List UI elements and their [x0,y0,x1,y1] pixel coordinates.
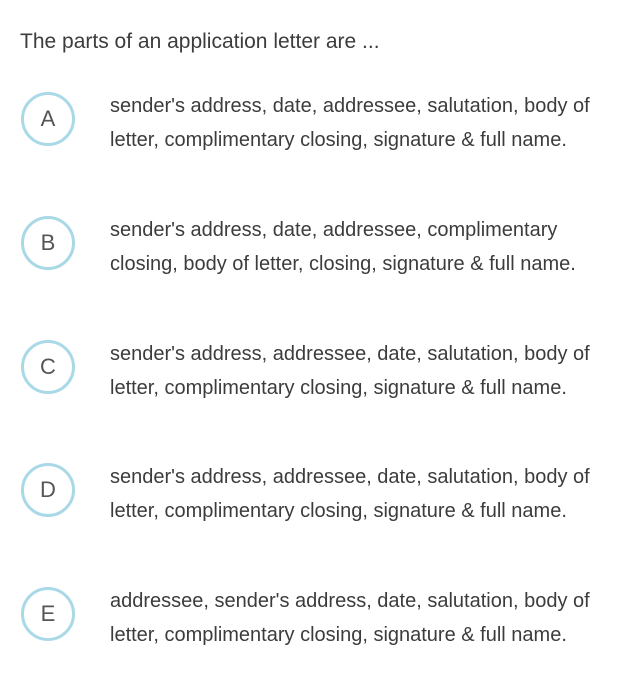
option-d-text[interactable]: sender's address, addressee, date, salutation, body of letter, complimentary closing, signature & full name. [110,466,590,522]
option-b-letter-bubble[interactable]: B [21,216,75,270]
option-d-letter-bubble[interactable]: D [21,463,75,517]
option-a-letter-bubble[interactable]: A [21,92,75,146]
option-e-letter-bubble[interactable]: E [21,587,75,641]
option-b-text[interactable]: sender's address, date, addressee, complimentary closing, body of letter, closing, signature & full name. [110,219,576,275]
option-c-text[interactable]: sender's address, addressee, date, salutation, body of letter, complimentary closing, signature & full name. [110,343,590,399]
option-a-text[interactable]: sender's address, date, addressee, salutation, body of letter, complimentary closing, signature & full name. [110,95,590,151]
option-e-text[interactable]: addressee, sender's address, date, salutation, body of letter, complimentary closing, signature & full name. [110,590,590,646]
option-c-letter-bubble[interactable]: C [21,340,75,394]
question-text: The parts of an application letter are ... [20,30,380,53]
